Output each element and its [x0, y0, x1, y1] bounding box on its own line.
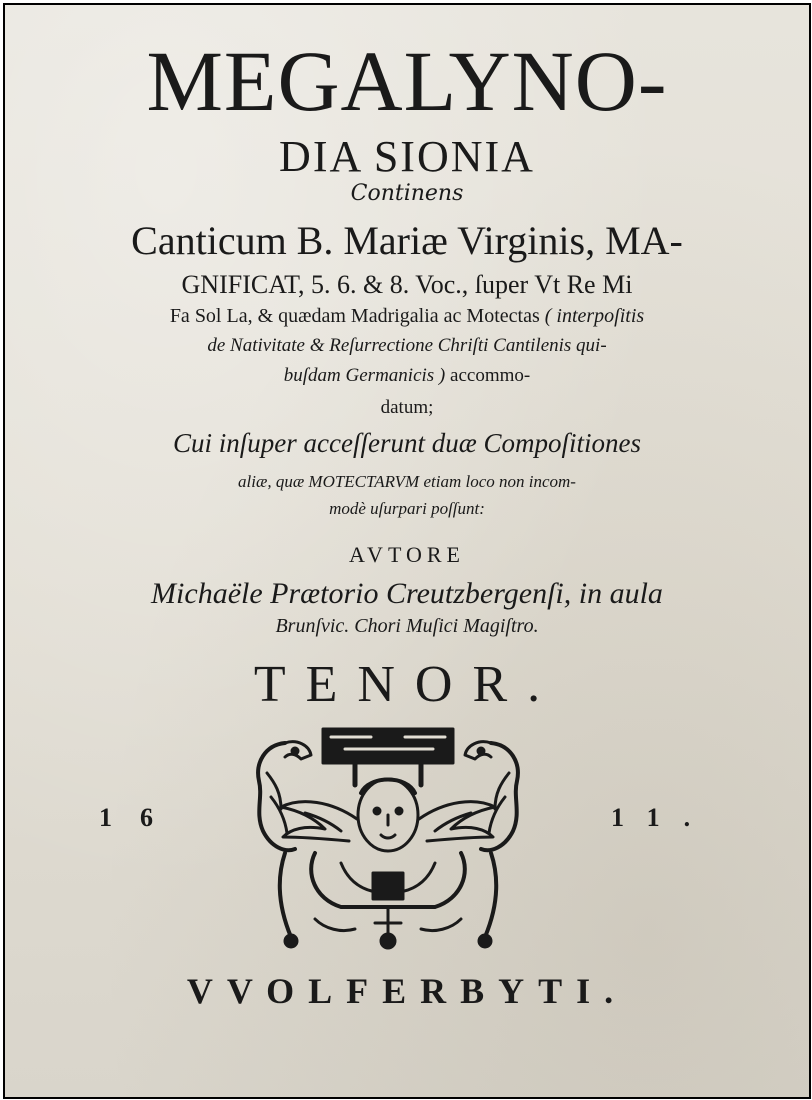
- title-page: [3, 3, 811, 1099]
- author-post: Brunſvic. Chori Muſici Magiſtro.: [275, 615, 539, 637]
- subtitle-line-5-italic: buſdam Germanicis ): [283, 365, 446, 386]
- author-name: Michaële Prætorio Creutzbergenſi, in aula: [151, 577, 663, 610]
- autore-label: AVTORE: [349, 542, 465, 567]
- title-line-2: DIA SIONIA: [279, 132, 535, 181]
- subtitle-line-5: [5, 365, 809, 387]
- addition-line-1: Cui inſuper acceſſerunt duæ Compoſitiones: [173, 428, 641, 458]
- subtitle-line-3-roman: Fa Sol La, & quædam Madrigalia ac Motectas: [169, 305, 540, 327]
- printer-device-icon: [245, 723, 531, 959]
- year-left: 16: [99, 803, 181, 832]
- imprint-place: VVOLFERBYTI.: [186, 971, 628, 1011]
- cherub-head-icon: [358, 779, 418, 851]
- subtitle-line-6: datum;: [380, 397, 434, 418]
- addition-line-3: modè uſurpari poſſunt:: [329, 499, 485, 518]
- subtitle-line-2: GNIFICAT, 5. 6. & 8. Voc., ſuper Vt Re Mi: [181, 270, 633, 299]
- cartouche-icon: [280, 853, 496, 948]
- continens-line: Continens: [350, 181, 464, 206]
- subtitle-line-5-roman: accommo-: [450, 365, 531, 386]
- title-line-1: MEGALYNO-: [146, 33, 668, 129]
- subtitle-line-3-italic: ( interpoſitis: [544, 305, 645, 327]
- crest-icon: [323, 729, 453, 763]
- year-right: 11.: [611, 803, 715, 832]
- part-name: TENOR.: [253, 656, 561, 713]
- subtitle-line-1: Canticum B. Mariæ Virginis, MA-: [131, 218, 683, 263]
- subtitle-line-3: [5, 305, 809, 328]
- subtitle-line-4: de Nativitate & Reſurrectione Chriſti Cantilenis qui-: [207, 335, 607, 356]
- addition-line-2: aliæ, quæ MOTECTARVM etiam loco non incom-: [238, 472, 576, 491]
